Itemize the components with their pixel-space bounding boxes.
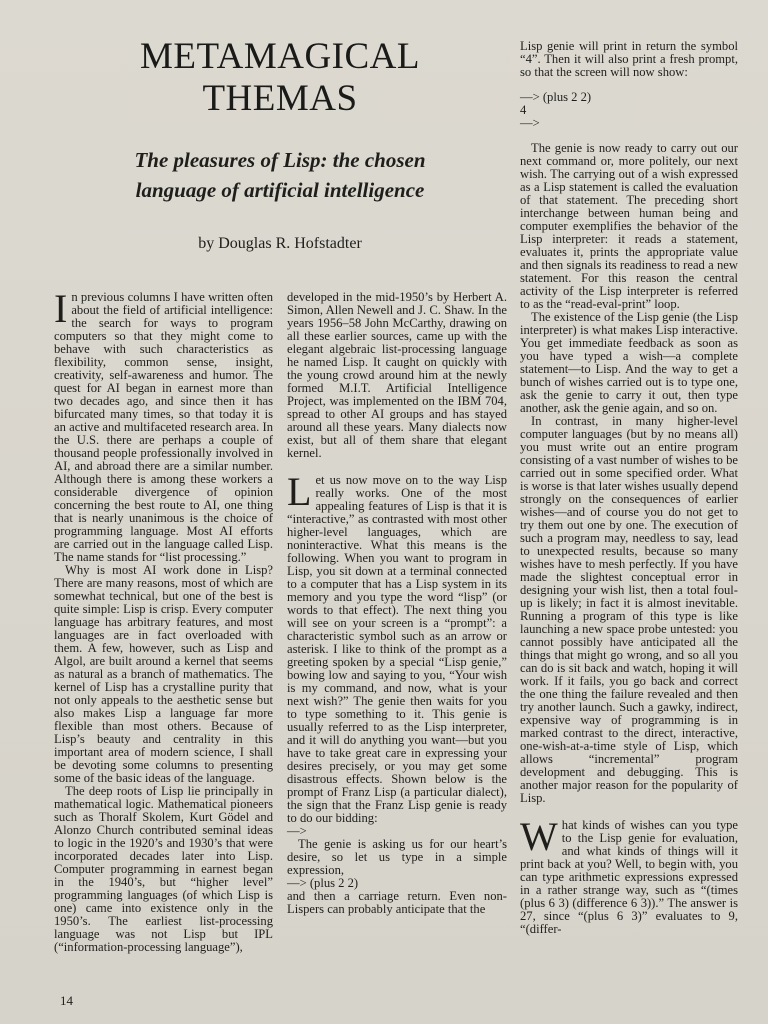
drop-cap: L	[287, 469, 312, 514]
column-1	[54, 286, 273, 954]
paragraph: Why is most AI work done in Lisp? There are many reasons, most of which are somewhat technical, but one of the best is quite simple: Lisp is crisp. Every computer language has arbitrary features, and most languages are in fact overloaded with them. A few, however, such as Lisp and Algol, are built around a kernel that seems as natural as a branch of mathematics. The kernel of Lisp has a crystalline purity that not only appeals to the aesthetic sense but also makes Lisp a language far more flexible than most others. Because of Lisp’s beauty and centrality in this important area of modern science, I shall be devoting some columns to presenting some of the basic ideas of the language.	[54, 563, 273, 785]
drop-cap: I	[54, 286, 68, 331]
paragraph-text: hat kinds of wishes can you type to the Lisp genie for evaluation, and what kinds of things will it print back at you? Well, to begin with, you can type arithmetic expressions expressed in a rather strange way, such as “(times (plus 6 3) (difference 6 3)).” The answer is 27, since “(plus 6 3)” evaluates to 9, “(differ-	[520, 818, 738, 936]
code-line: —> (plus 2 2)	[520, 90, 592, 104]
title-line-2: THEMAS	[202, 78, 358, 119]
code-prompt: —>	[287, 824, 307, 838]
code-line: —>	[520, 116, 540, 130]
paragraph-text: n previous columns I have written often about the field of artificial intelligence: the search for ways to program computers so that they might come to behave with such characteristics as flexibility, common sense, insight, creativity, self-awareness and humor. The quest for AI began in earnest more than two decades ago, and since then it has bifurcated many times, so that today it is an active and multifaceted research area. In the U.S. there are perhaps a couple of thousand people professionally involved in AI, and abroad there are a similar number. Although there is among these workers a considerable divergence of opinion concerning the best route to AI, one thing that is nearly unanimous is the choice of programming language. Most AI efforts are carried out in the language called Lisp. The name stands for “list processing.”	[54, 290, 273, 564]
subtitle-line-1: The pleasures of Lisp: the chosen	[134, 148, 426, 172]
code-expression: —> (plus 2 2)	[287, 876, 359, 890]
paragraph: The genie is asking us for our heart’s desire, so let us type in a simple expression,	[287, 837, 507, 877]
byline: by Douglas R. Hofstadter	[198, 235, 362, 252]
paragraph: developed in the mid-1950’s by Herbert A. Simon, Allen Newell and J. C. Shaw. In the years 1956–58 John McCarthy, drawing on all these earlier sources, came up with the elegant algebraic list-processing language he named Lisp. It caught on quickly with the young crowd around him at the newly formed M.I.T. Artificial Intelligence Project, was implemented on the IBM 704, spread to other AI groups and has stayed around all these years. Many dialects now exist, but all of them share that elegant kernel.	[287, 290, 507, 460]
paragraph: The existence of the Lisp genie (the Lisp interpreter) is what makes Lisp interactive. You get immediate feedback as soon as you have typed a wish—a complete statement—to Lisp. And the way to get a bunch of wishes carried out is to type one, ask the genie to carry it out, then type another, ask the genie again, and so on.	[520, 310, 738, 415]
paragraph	[520, 814, 738, 936]
drop-cap: W	[520, 814, 558, 859]
paragraph: and then a carriage return. Even non-Lispers can probably anticipate that the	[287, 889, 507, 916]
paragraph	[287, 469, 507, 825]
page-title	[120, 36, 440, 120]
paragraph	[54, 286, 273, 564]
paragraph: The deep roots of Lisp lie principally in mathematical logic. Mathematical pioneers such as Thoralf Skolem, Kurt Gödel and Alonzo Church contributed seminal ideas to logic in the 1920’s and 1930’s that were incorporated decades later into Lisp. Computer programming in earnest began in the 1940’s, but “higher level” programming languages (of which Lisp is one) came into existence only in the 1950’s. The earliest list-processing language was not Lisp but IPL (“information-processing language”),	[54, 784, 273, 954]
paragraph-text: et us now move on to the way Lisp really works. One of the most appealing features of Lisp is that it is “interactive,” as contrasted with most other higher-level languages, which are noninteractive. What this means is the following. When you want to program in Lisp, you sit down at a terminal connected to a computer that has a Lisp system in its memory and you type the word “lisp” (or words to that effect). The next thing you will see on your screen is a “prompt”: a characteristic symbol such as an arrow or asterisk. I like to think of the prompt as a greeting spoken by a special “Lisp genie,” bowing low and saying to you, “Your wish is my command, and now, what is your next wish?” The genie then waits for you to type something to it. This genie is usually referred to as the Lisp interpreter, and it will do anything you want—but you have to take great care in expressing your desires precisely, or you may get some disastrous effects. Shown below is the prompt of Franz Lisp (a particular dialect), the sign that the Franz Lisp genie is ready to do our bidding:	[287, 473, 507, 825]
paragraph: Lisp genie will print in return the symbol “4”. Then it will also print a fresh prompt, so that the screen will now show:	[520, 39, 738, 79]
column-3	[520, 40, 738, 936]
column-2	[287, 291, 507, 916]
paragraph: In contrast, in many higher-level computer languages (but by no means all) you must write out an entire program consisting of a vast number of wishes to be carried out in some specified order. What is worse is that later wishes usually depend strongly on the consequences of earlier wishes—and of course you do not get to try them out one by one. The execution of such a program may, needless to say, lead to unexpected results, because so many wishes have to mesh perfectly. If you have made the slightest conceptual error in designing your wish list, then a total foul-up is likely; in fact it is almost inevitable. Running a program of this type is like launching a new space probe untested: you cannot possibly have anticipated all the things that might go wrong, and so all you can do is sit back and watch, hoping it will work. If it fails, you go back and correct the one thing the failure revealed and then try another launch. Such a gawky, indirect, expensive way of programming is in marked contrast to the direct, interactive, one-wish-at-a-time style of Lisp, which allows “incremental” program development and debugging. This is another major reason for the popularity of Lisp.	[520, 414, 738, 805]
paragraph: The genie is now ready to carry out our next command or, more politely, our next wish. The carrying out of a wish expressed as a Lisp statement is called the evaluation of that statement. The preceding short interchange between human being and computer exemplifies the behavior of the Lisp interpreter: it reads a statement, evaluates it, prints the appropriate value and then signals its readiness to read a new statement. For this reason the central activity of the Lisp interpreter is referred to as the “read-eval-print” loop.	[520, 141, 738, 311]
subtitle-line-2: language of artificial intelligence	[135, 178, 425, 202]
title-line-1: METAMAGICAL	[139, 36, 421, 77]
code-block	[520, 91, 738, 130]
code-line: 4	[520, 103, 527, 117]
page-number: 14	[60, 993, 73, 1008]
subtitle	[112, 145, 448, 205]
